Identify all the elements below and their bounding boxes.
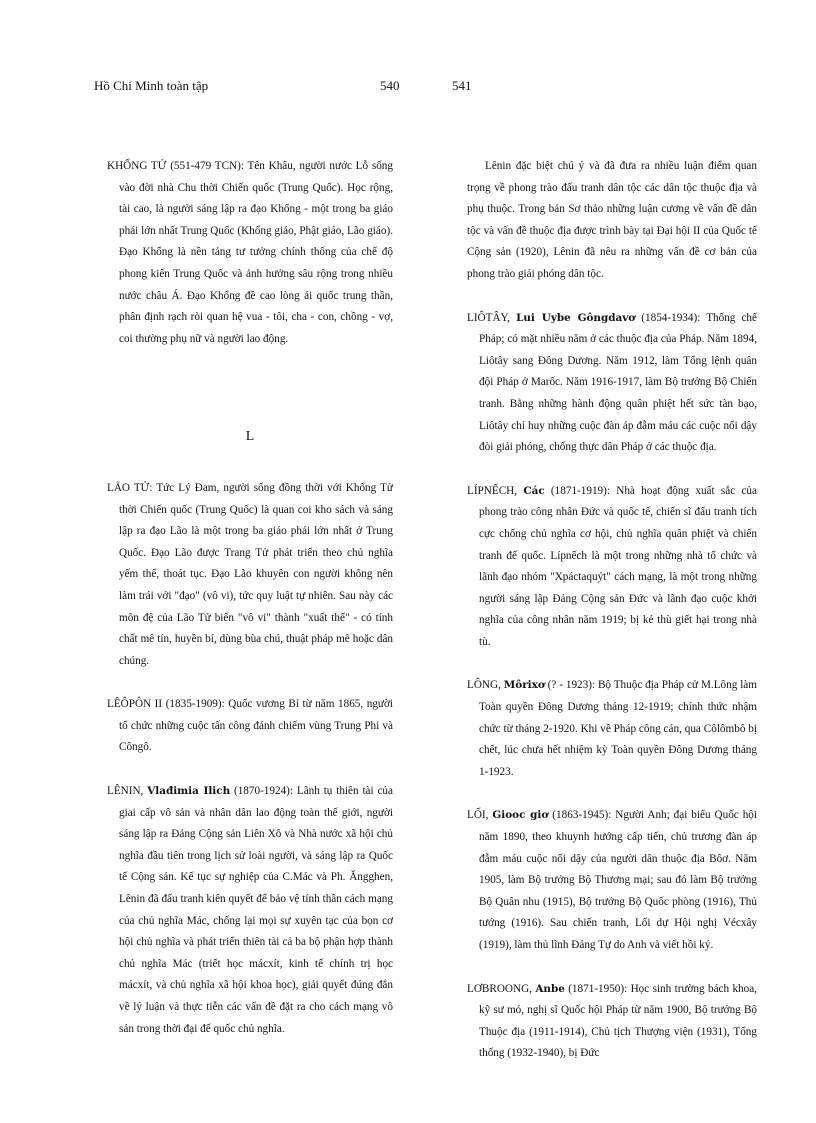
lenin-continuation bbox=[467, 156, 757, 286]
entry-text: (? - 1923): Bộ Thuộc địa Pháp cử M.Lông làm Toàn quyền Đông Dương tháng 12-1919; chính thức nhậm chức từ tháng 2-1920. Khi về Pháp công cán, qua Côlômbô bị chết, lúc chưa hết nhiệm kỳ Toàn quyền Đông Dương tháng 1-1923. bbox=[479, 679, 757, 778]
entry-name: LÍPNẾCH, bbox=[467, 484, 524, 497]
paragraph-text: được trình bày tại Đại hội II của Quốc tế Cộng sản (1920), Lênin đã nêu ra những vấn đề cơ bản của phong trào giải phóng dân tộc. bbox=[467, 224, 757, 280]
entry-given-name: Anbe bbox=[535, 982, 565, 995]
entry-name: KHỔNG TỬ bbox=[107, 160, 167, 172]
entry-name: LƠBROONG, bbox=[467, 982, 536, 995]
entry-given-name: Vlađimia Ilich bbox=[147, 785, 231, 798]
entry-text: (1863-1945): Người Anh; đại biểu Quốc hội năm 1890, theo khuynh hướng cấp tiến, chủ trương đàn áp đẫm máu cuộc nổi dậy của người dân thuộc địa Bôơ. Năm 1905, làm Bộ trưởng Bộ Thương mại; sau đó làm Bộ trưởng Bộ Quân nhu (1915), Bộ trưởng Bộ Quốc phòng (1916), Thủ tướng (1916). Sau chiến tranh, Lối dự Hội nghị Vécxây (1919), làm thủ lĩnh Đảng Tự do Anh và viết hồi ký. bbox=[479, 809, 757, 951]
entry-khong-tu bbox=[107, 156, 393, 350]
entry-text: (551-479 TCN): Tên Khâu, người nước Lỗ sống vào đời nhà Chu thời Chiến quốc (Trung Quốc). Học rộng, tài cao, là người sáng lập ra đạo Khổng - một trong ba giáo phái lớn nhất Trung Quốc (Khổng giáo, Phật giáo, Lão giáo). Đạo Khổng là nền tảng tư tưởng chính thống của chế độ phong kiến Trung Quốc và ảnh hưởng sâu rộng trong nhiều nước châu Á. Đạo Khổng đề cao lòng ái quốc trung thần, phân định rạch ròi quan hệ vua - tôi, cha - con, chồng - vợ, coi thường phụ nữ và người lao động. bbox=[119, 160, 393, 345]
entry-given-name: Các bbox=[523, 484, 545, 497]
entry-liotay bbox=[467, 308, 757, 459]
entry-text: (1871-1919): Nhà hoạt động xuất sắc của phong trào công nhân Đức và quốc tế, chiến sĩ đấu tranh tích cực chống chủ nghĩa cơ hội, chủ nghĩa quân phiệt và chiến tranh đế quốc. Lípnếch là một trong những nhà tổ chức và lãnh đạo nhóm "Xpáctaquýt" cách mạng, là một trong những người sáng lập Đảng Cộng sản Đức và lãnh đạo cuộc khởi nghĩa của công nhân năm 1919; bị kẻ thù giết hại trong nhà tù. bbox=[479, 484, 757, 648]
entry-lenin bbox=[107, 781, 393, 1040]
entry-leopon bbox=[107, 694, 393, 759]
entry-given-name: Giooc giơ bbox=[492, 809, 549, 822]
entry-lipnech bbox=[467, 481, 757, 654]
entry-text: (1835-1909): Quốc vương Bỉ từ năm 1865, người tổ chức những cuộc tấn công đánh chiếm vùng Trung Phi và Côngô. bbox=[119, 698, 393, 754]
entry-name: LÊNIN, bbox=[107, 785, 148, 798]
entry-name: LÊÔPÔN II bbox=[107, 698, 163, 711]
left-column bbox=[107, 156, 393, 1062]
page-number-left: 540 bbox=[380, 78, 400, 93]
entry-name: LÔNG, bbox=[467, 679, 504, 692]
entry-loi bbox=[467, 805, 757, 956]
section-letter: L bbox=[245, 429, 255, 445]
page-number-right: 541 bbox=[452, 78, 472, 93]
entry-text: (1854-1934): Thống chế Pháp; có mặt nhiều năm ở các thuộc địa của Pháp. Năm 1894, Liôtây sang Đông Dương. Năm 1912, làm Tổng lệnh quân đội Pháp ở Marốc. Năm 1916-1917, làm Bộ trưởng Bộ Chiến tranh. Bằng những hành động quân phiệt hết sức tàn bạo, Liôtây chỉ huy những cuộc đàn áp đẫm máu các cuộc nổi dậy đòi giải phóng, chống thực dân Pháp ở các thuộc địa. bbox=[479, 311, 757, 454]
entry-name: LÃO TỬ bbox=[107, 481, 150, 494]
entry-lao-tu bbox=[107, 478, 393, 672]
work-title: Sơ thảo những luận cương về vấn đề dân tộc và vấn đề thuộc địa bbox=[467, 203, 757, 237]
running-header-title: Hồ Chí Minh toàn tập bbox=[94, 78, 209, 93]
right-column bbox=[467, 156, 757, 1087]
entry-given-name: Lui Uybe Gôngdavơ bbox=[516, 311, 636, 324]
paragraph-text: Lênin đặc biệt chú ý và đã đưa ra nhiều luận điểm quan trọng về phong trào đấu tranh dân tộc các dân tộc thuộc địa và phụ thuộc. Trong bản bbox=[467, 160, 757, 216]
entry-name: LIÔTÂY, bbox=[467, 311, 517, 324]
entry-long bbox=[467, 675, 757, 783]
entry-given-name: Môrixơ bbox=[503, 679, 545, 692]
entry-name: LỐI, bbox=[467, 809, 493, 822]
entry-text: (1871-1950): Học sinh trường bách khoa, kỹ sư mỏ, nghị sĩ Quốc hội Pháp từ năm 1900, Bộ trưởng Bộ Thuộc địa (1911-1914), Chủ tịch Thượng viện (1931), Tổng thống (1932-1940), bị Đức bbox=[479, 982, 757, 1060]
entry-text: (1870-1924): Lãnh tụ thiên tài của giai cấp vô sản và nhân dân lao động toàn thế giới, người sáng lập ra Đảng Cộng sản Liên Xô và Nhà nước xã hội chủ nghĩa đầu tiên trong lịch sử loài người, và sáng lập ra Quốc tế Cộng sản. Kế tục sự nghiệp của C.Mác và Ph. Ăngghen, Lênin đã đấu tranh kiên quyết để bảo vệ tính thần cách mạng của chủ nghĩa Mác, chống lại mọi sự xuyên tạc của bọn cơ hội chủ nghĩa và phát triển thiên tài cả ba bộ phận hợp thành chủ nghĩa Mác (triết học mácxít, kinh tế chính trị học mácxít, và chủ nghĩa xã hội khoa học), giải quyết đúng đắn về lý luận và thực tiễn các vấn đề đặt ra cho cách mạng vô sản trong thời đại đế quốc chủ nghĩa. bbox=[119, 785, 393, 1035]
entry-lobroong bbox=[467, 979, 757, 1065]
entry-text: : Tức Lý Đam, người sống đồng thời với Khổng Tử thời Chiến quốc (Trung Quốc) là quan coi kho sách và sáng lập ra đạo Lão là một trong ba giáo phái lớn nhất ở Trung Quốc. Đạo Lão được Trang Tử phát triển theo chủ nghĩa yếm thế, thoát tục. Đạo Lão khuyên con người không nên làm trái với "đạo" (vô vi), tức quy luật tự nhiên. Sau này các môn đệ của Lão Tử biến "vô vi" thành "xuất thế" - có tính chất mê tín, huyền bí, dùng bùa chú, thuật pháp mê hoặc dân chúng. bbox=[119, 481, 393, 667]
